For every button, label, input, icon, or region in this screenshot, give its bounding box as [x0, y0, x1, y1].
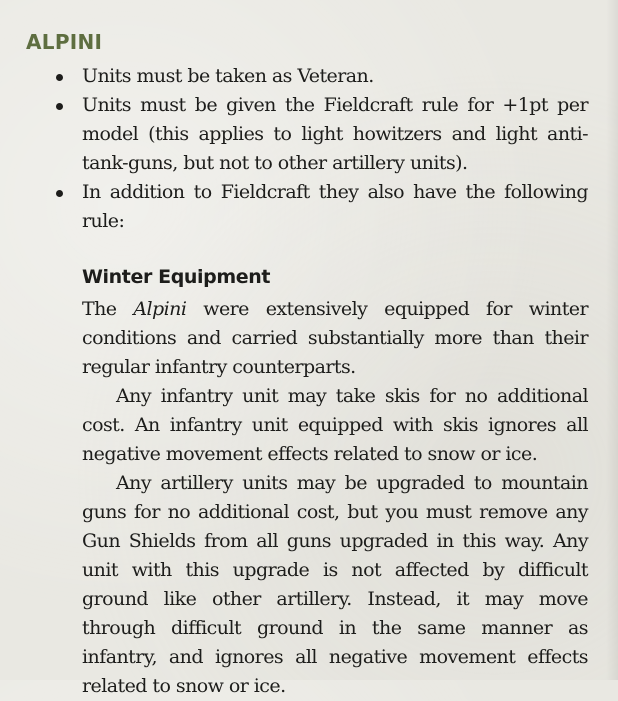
rule-paragraph-intro [82, 295, 588, 382]
bullet-text: Units must be taken as Veteran. [82, 65, 374, 87]
section-title: ALPINI [26, 30, 103, 54]
rule-paragraph-skis: Any infantry unit may take skis for no additional cost. An infantry unit equipped with skis ignores all negative movement effects related to snow or ice. [82, 385, 588, 465]
rule-intro-lead: The [82, 298, 134, 320]
rule-body [82, 295, 588, 701]
rules-bullet-list [0, 62, 618, 236]
bullet-text: In addition to Fieldcraft they also have the following rule: [82, 181, 588, 232]
rule-paragraph-mountain-guns: Any artillery units may be upgraded to mountain guns for no additional cost, but you must remove any Gun Shields from all guns upgraded in this way. Any unit with this upgrade is not affected by difficult ground like other artillery. Instead, it may move through difficult ground in the same manner as infantry, and ignores all negative movement effects related to snow or ice. [82, 472, 588, 697]
bullet-item-veteran [0, 62, 618, 91]
bullet-item-additional-rule [0, 178, 618, 236]
bullet-icon [56, 103, 63, 110]
bullet-icon [56, 74, 63, 81]
rule-intro-rest: were extensively equipped for winter conditions and carried substantially more than their regular infantry counterparts. [82, 298, 589, 378]
rule-title: Winter Equipment [82, 266, 271, 288]
bullet-icon [56, 190, 63, 197]
bullet-item-fieldcraft [0, 91, 618, 178]
bullet-text: Units must be given the Fieldcraft rule for +1pt per model (this applies to light howitzers and light anti-tank-guns, but not to other artillery units). [82, 94, 588, 174]
rule-intro-italic: Alpini [133, 298, 187, 320]
